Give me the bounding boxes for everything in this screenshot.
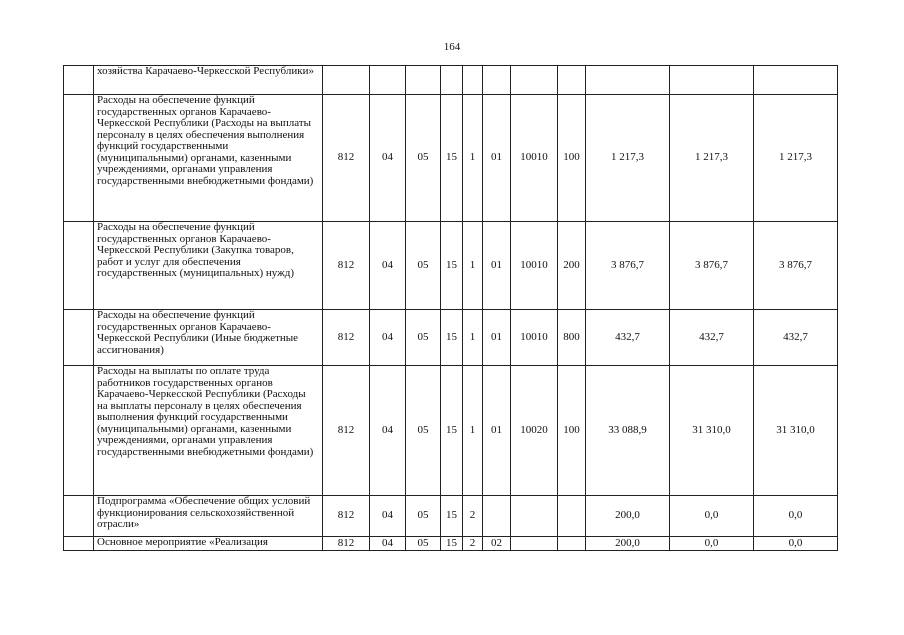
section: 04 <box>370 366 406 496</box>
subsection: 05 <box>406 366 441 496</box>
program: 15 <box>441 496 463 537</box>
subsection: 05 <box>406 537 441 551</box>
subprogram: 1 <box>463 310 483 366</box>
expense-direction <box>511 496 558 537</box>
row-marker-cell <box>64 95 94 222</box>
amount-year-2: 1 217,3 <box>670 95 754 222</box>
expense-direction: 10010 <box>511 95 558 222</box>
subprogram: 1 <box>463 222 483 310</box>
subprogram: 2 <box>463 496 483 537</box>
row-marker-cell <box>64 222 94 310</box>
section: 04 <box>370 222 406 310</box>
expense-type: 100 <box>558 95 586 222</box>
expense-direction: 10020 <box>511 366 558 496</box>
subprogram <box>463 66 483 95</box>
expense-type <box>558 496 586 537</box>
amount-year-1: 200,0 <box>586 537 670 551</box>
expense-direction <box>511 537 558 551</box>
row-marker-cell <box>64 366 94 496</box>
row-name: Расходы на обеспечение функций государственных органов Карачаево-Черкесской Республики (Расходы на выплаты персоналу в целях обеспечения выполнения функций государственными (муниципальными) органами, казенными учреждениями, органами управления государственными внебюджетными фондами) <box>94 95 323 222</box>
amount-year-3: 3 876,7 <box>754 222 838 310</box>
table-row <box>64 66 838 95</box>
program: 15 <box>441 310 463 366</box>
amount-year-2: 0,0 <box>670 537 754 551</box>
expense-type: 800 <box>558 310 586 366</box>
section: 04 <box>370 496 406 537</box>
amount-year-2: 31 310,0 <box>670 366 754 496</box>
subsection: 05 <box>406 496 441 537</box>
program: 15 <box>441 222 463 310</box>
ministry-code: 812 <box>323 366 370 496</box>
section: 04 <box>370 310 406 366</box>
row-name: Подпрограмма «Обеспечение общих условий функционирования сельскохозяйственной отрасли» <box>94 496 323 537</box>
section: 04 <box>370 95 406 222</box>
main-event: 01 <box>483 222 511 310</box>
amount-year-3: 0,0 <box>754 496 838 537</box>
row-name: Расходы на обеспечение функций государственных органов Карачаево-Черкесской Республики (Закупка товаров, работ и услуг для обеспечения государственных (муниципальных) нужд) <box>94 222 323 310</box>
ministry-code <box>323 66 370 95</box>
amount-year-3: 0,0 <box>754 537 838 551</box>
main-event: 01 <box>483 366 511 496</box>
amount-year-3: 432,7 <box>754 310 838 366</box>
program <box>441 66 463 95</box>
amount-year-3: 31 310,0 <box>754 366 838 496</box>
ministry-code: 812 <box>323 222 370 310</box>
program: 15 <box>441 95 463 222</box>
amount-year-2: 0,0 <box>670 496 754 537</box>
budget-table <box>63 65 838 551</box>
row-marker-cell <box>64 66 94 95</box>
amount-year-1: 33 088,9 <box>586 366 670 496</box>
section: 04 <box>370 537 406 551</box>
page-number: 164 <box>443 41 461 53</box>
row-marker-cell <box>64 537 94 551</box>
amount-year-1: 200,0 <box>586 496 670 537</box>
expense-direction: 10010 <box>511 310 558 366</box>
ministry-code: 812 <box>323 310 370 366</box>
expense-type: 100 <box>558 366 586 496</box>
amount-year-1: 432,7 <box>586 310 670 366</box>
row-name: Расходы на выплаты по оплате труда работников государственных органов Карачаево-Черкесской Республики (Расходы на выплаты персоналу в целях обеспечения выполнения функций государственными (муниципальными) органами, казенными учреждениями, органами управления государственными внебюджетными фондами) <box>94 366 323 496</box>
section <box>370 66 406 95</box>
expense-direction: 10010 <box>511 222 558 310</box>
subsection: 05 <box>406 222 441 310</box>
ministry-code: 812 <box>323 95 370 222</box>
expense-type <box>558 66 586 95</box>
subsection: 05 <box>406 95 441 222</box>
amount-year-1: 3 876,7 <box>586 222 670 310</box>
subprogram: 1 <box>463 95 483 222</box>
main-event: 01 <box>483 310 511 366</box>
table-row <box>64 95 838 222</box>
main-event <box>483 66 511 95</box>
subsection: 05 <box>406 310 441 366</box>
table-row <box>64 537 838 551</box>
program: 15 <box>441 366 463 496</box>
main-event <box>483 496 511 537</box>
subsection <box>406 66 441 95</box>
amount-year-1 <box>586 66 670 95</box>
subprogram: 1 <box>463 366 483 496</box>
expense-type: 200 <box>558 222 586 310</box>
ministry-code: 812 <box>323 496 370 537</box>
amount-year-3: 1 217,3 <box>754 95 838 222</box>
table-row <box>64 366 838 496</box>
table-row <box>64 310 838 366</box>
expense-direction <box>511 66 558 95</box>
expense-type <box>558 537 586 551</box>
row-name: Расходы на обеспечение функций государственных органов Карачаево-Черкесской Республики (Иные бюджетные ассигнования) <box>94 310 323 366</box>
ministry-code: 812 <box>323 537 370 551</box>
table-row <box>64 222 838 310</box>
amount-year-2 <box>670 66 754 95</box>
amount-year-3 <box>754 66 838 95</box>
table-row <box>64 496 838 537</box>
row-name: хозяйства Карачаево-Черкесской Республики» <box>94 66 323 95</box>
program: 15 <box>441 537 463 551</box>
amount-year-2: 3 876,7 <box>670 222 754 310</box>
subprogram: 2 <box>463 537 483 551</box>
row-marker-cell <box>64 496 94 537</box>
row-name: Основное мероприятие «Реализация <box>94 537 323 551</box>
main-event: 01 <box>483 95 511 222</box>
row-marker-cell <box>64 310 94 366</box>
main-event: 02 <box>483 537 511 551</box>
amount-year-1: 1 217,3 <box>586 95 670 222</box>
amount-year-2: 432,7 <box>670 310 754 366</box>
